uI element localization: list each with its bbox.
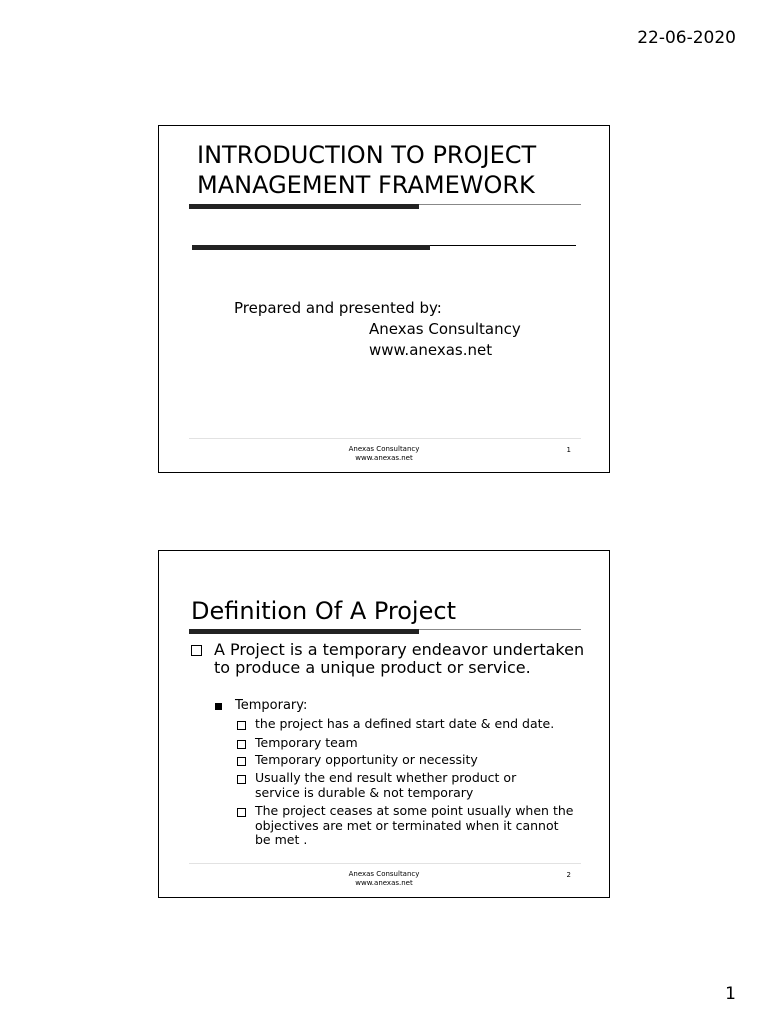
divider-thick: [192, 245, 430, 250]
list-item: the project has a defined start date & end date.: [237, 717, 582, 732]
hollow-square-bullet-icon: [191, 645, 202, 656]
hollow-square-bullet-icon: [237, 757, 246, 766]
footer-divider: [189, 863, 581, 864]
hollow-square-bullet-icon: [237, 740, 246, 749]
print-date: 22-06-2020: [637, 28, 736, 48]
list-item: Temporary team: [237, 736, 582, 751]
title-underline-thick: [189, 204, 419, 209]
hollow-square-bullet-icon: [237, 808, 246, 817]
page-number: 1: [725, 984, 736, 1004]
slide-2: [158, 550, 610, 898]
list-item: The project ceases at some point usually when the objectives are met or terminated when it cannot be met .: [237, 804, 577, 848]
footer-website: www.anexas.net: [355, 879, 413, 887]
slide-1: [158, 125, 610, 473]
footer-divider: [189, 438, 581, 439]
slide-number: 1: [566, 446, 571, 454]
filled-square-bullet-icon: [215, 703, 222, 710]
title-underline-thick: [189, 629, 419, 634]
main-bullet: A Project is a temporary endeavor undertaken to produce a unique product or service.: [191, 641, 591, 677]
presented-by-label: Prepared and presented by:: [234, 299, 442, 317]
slide-footer: [159, 445, 609, 463]
footer-company: Anexas Consultancy: [348, 870, 420, 878]
footer-website: www.anexas.net: [355, 454, 413, 462]
hollow-square-bullet-icon: [237, 721, 246, 730]
slide-number: 2: [566, 871, 571, 879]
company-website: www.anexas.net: [369, 341, 493, 359]
list-item: Usually the end result whether product or service is durable & not temporary: [237, 771, 547, 800]
company-name: Anexas Consultancy: [369, 320, 521, 338]
slide-title: Definition Of A Project: [191, 597, 456, 625]
hollow-square-bullet-icon: [237, 775, 246, 784]
presenter-block: [234, 298, 521, 361]
sub-bullet: Temporary:: [215, 698, 307, 714]
footer-company: Anexas Consultancy: [348, 445, 420, 453]
slide-title: INTRODUCTION TO PROJECT MANAGEMENT FRAMEWORK: [197, 141, 537, 199]
slide-footer: [159, 870, 609, 888]
list-item: Temporary opportunity or necessity: [237, 753, 582, 768]
